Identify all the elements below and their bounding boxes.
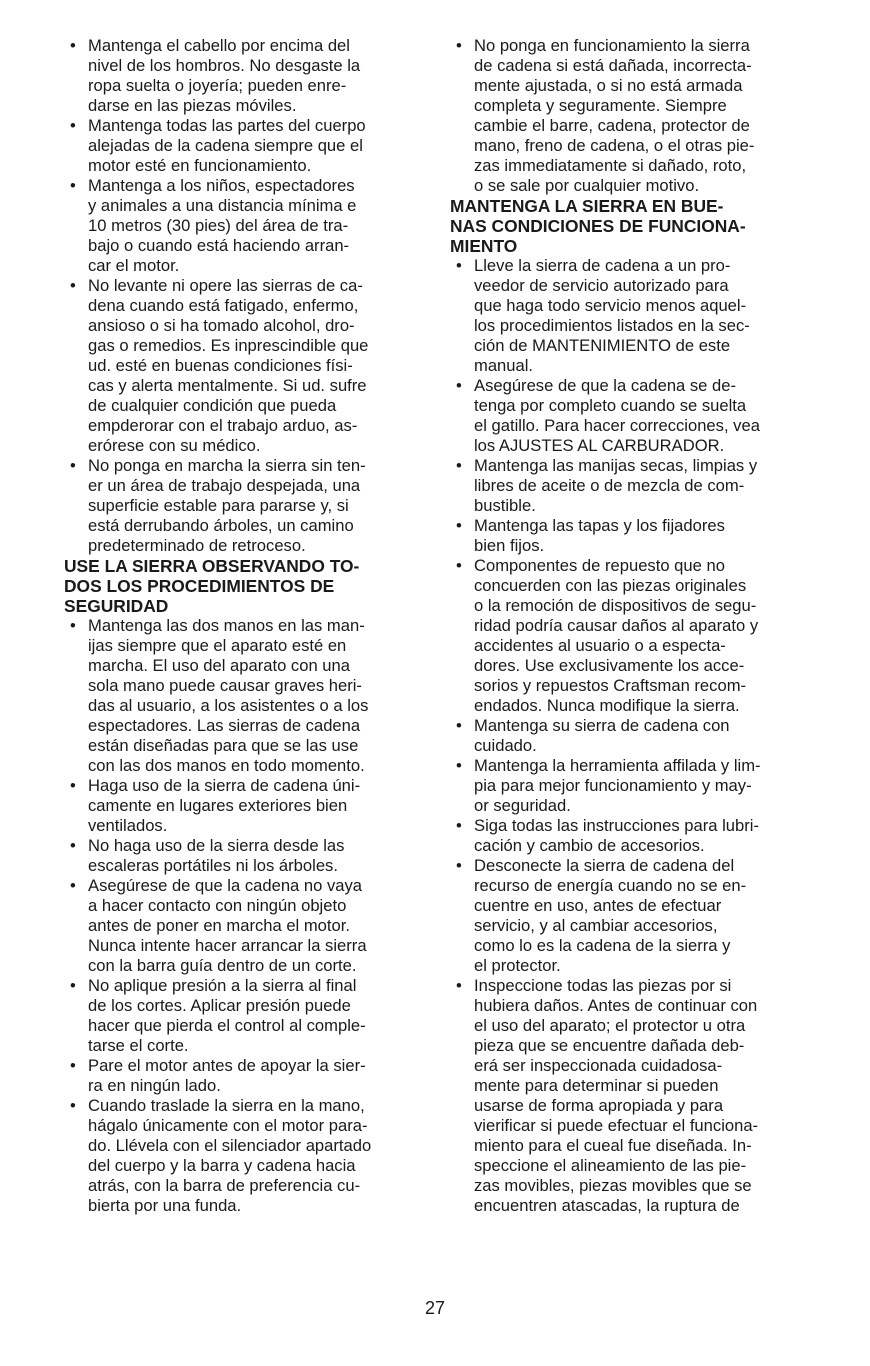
list-item: • No aplique presión a la sierra al final de los cortes. Aplicar presión puede hacer que pierda el control al comple- tarse el corte. xyxy=(64,976,426,1056)
list-item: • Mantenga las manijas secas, limpias y libres de aceite o de mezcla de com- bustible. xyxy=(450,456,830,516)
list-item: • Asegúrese de que la cadena no vaya a hacer contacto con ningún objeto antes de poner en marcha el motor. Nunca intente hacer arrancar la sierra con la barra guía dentro de un corte. xyxy=(64,876,426,976)
list-item: • Cuando traslade la sierra en la mano, hágalo únicamente con el motor para- do. Llévela con el silenciador apartado del cuerpo y la barra y cadena hacia atrás, con la barra de preferencia cu- bierta por una funda. xyxy=(64,1096,426,1216)
list-item: • Mantenga las tapas y los fijadores bien fijos. xyxy=(450,516,830,556)
list-item: • Componentes de repuesto que no concuerden con las piezas originales o la remoción de dispositivos de segu- ridad podría causar daños al aparato y accidentes al usuario o a especta- dores. Use exclusivamente los acce- sorios y repuestos Craftsman recom- endados. Nunca modifique la sierra. xyxy=(450,556,830,716)
right-column xyxy=(450,36,830,1216)
list-item: • Mantenga el cabello por encima del nivel de los hombros. No desgaste la ropa suelta o joyería; pueden enre- darse en las piezas móviles. xyxy=(64,36,426,116)
section-heading-safety-procedures: USE LA SIERRA OBSERVANDO TO- DOS LOS PROCEDIMIENTOS DE SEGURIDAD xyxy=(64,556,360,616)
section-heading-maintenance: MANTENGA LA SIERRA EN BUE- NAS CONDICIONES DE FUNCIONA- MIENTO xyxy=(450,196,746,256)
list-item: • Inspeccione todas las piezas por si hubiera daños. Antes de continuar con el uso del aparato; el protector u otra pieza que se encuentre dañada deb- erá ser inspeccionada cuidadosa- mente para determinar si pueden usarse de forma apropiada y para vierificar si puede efectuar el funciona- miento para el cueal fue diseñada. In- speccione el alineamiento de las pie- zas movibles, piezas movibles que se encuentren atascadas, la ruptura de xyxy=(450,976,830,1216)
list-item: • Siga todas las instrucciones para lubri- cación y cambio de accesorios. xyxy=(450,816,830,856)
list-item: • Mantenga las dos manos en las man- ijas siempre que el aparato esté en marcha. El uso del aparato con una sola mano puede causar graves heri- das al usuario, a los asistentes o a los espectadores. Las sierras de cadena están diseñadas para que se las use con las dos manos en todo momento. xyxy=(64,616,426,776)
list-item: • Haga uso de la sierra de cadena úni- camente en lugares exteriores bien ventilados. xyxy=(64,776,426,836)
list-item: • Pare el motor antes de apoyar la sier- ra en ningún lado. xyxy=(64,1056,426,1096)
list-item: • No ponga en funcionamiento la sierra de cadena si está dañada, incorrecta- mente ajustada, o si no está armada completa y seguramente. Siempre cambie el barre, cadena, protector de mano, freno de cadena, o el otras pie- zas immediatamente si dañado, roto, o se sale por cualquier motivo. xyxy=(450,36,830,196)
list-item: • No levante ni opere las sierras de ca- dena cuando está fatigado, enfermo, ansioso o si ha tomado alcohol, dro- gas o remedios. Es inprescindible que ud. esté en buenas condiciones físi- cas y alerta mentalmente. Si ud. sufre de cualquier condición que pueda empderorar con el trabajo arduo, as- erórese con su médico. xyxy=(64,276,426,456)
left-column xyxy=(64,36,426,1216)
list-item: • Lleve la sierra de cadena a un pro- veedor de servicio autorizado para que haga todo servicio menos aquel- los procedimientos listados en la sec- ción de MANTENIMIENTO de este manual. xyxy=(450,256,830,376)
page-number: 27 xyxy=(424,1298,446,1318)
list-item: • Mantenga a los niños, espectadores y animales a una distancia mínima e 10 metros (30 pies) del área de tra- bajo o cuando está haciendo arran- car el motor. xyxy=(64,176,426,276)
list-item: • Mantenga su sierra de cadena con cuidado. xyxy=(450,716,830,756)
list-item: • No ponga en marcha la sierra sin ten- er un área de trabajo despejada, una superficie estable para pararse y, si está derrubando árboles, un camino predeterminado de retroceso. xyxy=(64,456,426,556)
list-item: • Asegúrese de que la cadena se de- tenga por completo cuando se suelta el gatillo. Para hacer correcciones, vea los AJUSTES AL CARBURADOR. xyxy=(450,376,830,456)
list-item: • Desconecte la sierra de cadena del recurso de energía cuando no se en- cuentre en uso, antes de efectuar servicio, y al cambiar accesorios, como lo es la cadena de la sierra y el protector. xyxy=(450,856,830,976)
list-item: • Mantenga todas las partes del cuerpo alejadas de la cadena siempre que el motor esté en funcionamiento. xyxy=(64,116,426,176)
list-item: • Mantenga la herramienta affilada y lim- pia para mejor funcionamiento y may- or seguridad. xyxy=(450,756,830,816)
list-item: • No haga uso de la sierra desde las escaleras portátiles ni los árboles. xyxy=(64,836,426,876)
